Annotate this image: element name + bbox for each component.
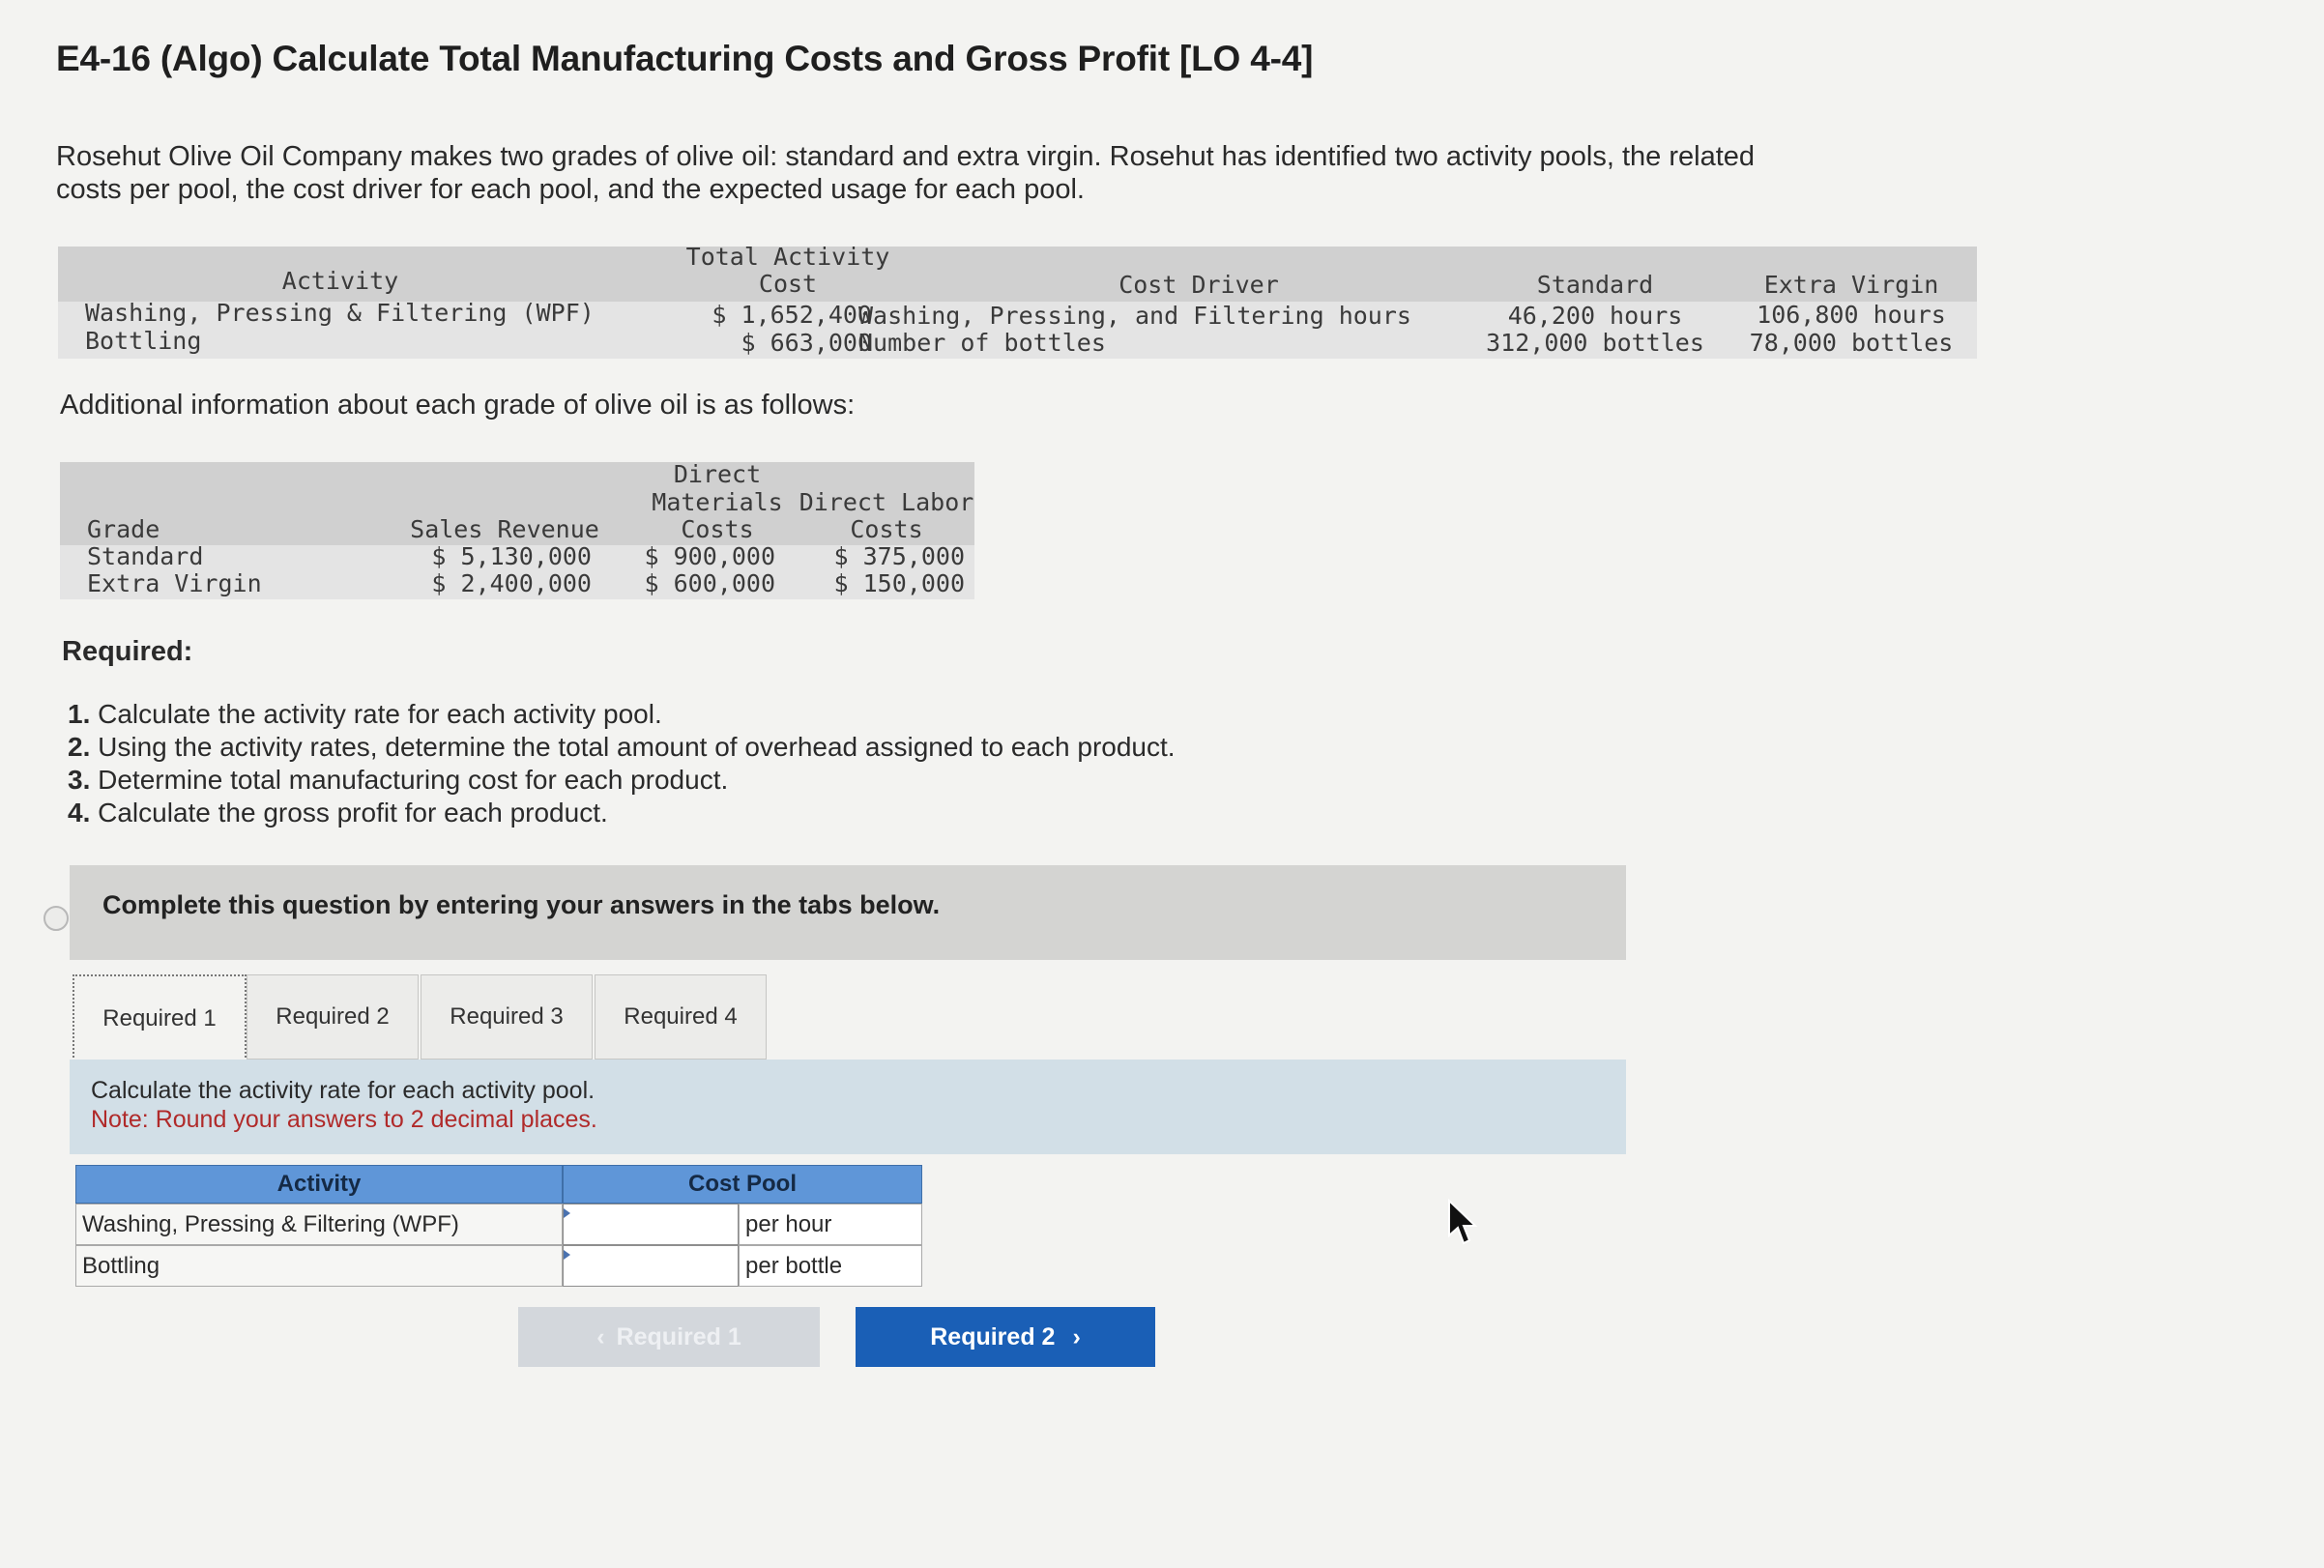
- header-dm-line3: Costs: [681, 515, 754, 543]
- header-standard: Standard: [1536, 271, 1654, 299]
- required-list: [68, 698, 1176, 829]
- row-extra-bottling: 78,000 bottles: [1749, 329, 1954, 357]
- answer-row-wpf-label: Washing, Pressing & Filtering (WPF): [75, 1204, 563, 1245]
- header-dl-line2: Costs: [850, 515, 923, 543]
- header-grade: Grade: [87, 515, 160, 543]
- header-dm-line2: Materials: [652, 488, 783, 516]
- row-dm-extra: $ 600,000: [644, 569, 775, 597]
- required-item-4-num: 4.: [68, 798, 91, 828]
- bottling-rate-input[interactable]: [563, 1245, 739, 1287]
- required-item-3-text: Determine total manufacturing cost for each product.: [90, 765, 729, 795]
- required-item-4-text: Calculate the gross profit for each product.: [90, 798, 608, 828]
- chevron-right-icon: ›: [1072, 1322, 1081, 1350]
- required-item-1: [68, 698, 1176, 731]
- required-item-2-text: Using the activity rates, determine the total amount of overhead assigned to each product.: [90, 732, 1176, 762]
- header-dm-line1: Direct: [673, 460, 762, 488]
- wpf-rate-input[interactable]: [563, 1204, 739, 1245]
- header-total-cost-line2: Cost: [758, 270, 818, 298]
- row-standard-bottling: 312,000 bottles: [1486, 329, 1704, 357]
- wpf-unit-label: per hour: [739, 1204, 922, 1245]
- row-dl-standard: $ 375,000: [833, 542, 965, 570]
- header-extra-virgin: Extra Virgin: [1763, 271, 1939, 299]
- chevron-left-icon: ‹: [596, 1322, 605, 1350]
- row-grade-extra: Extra Virgin: [87, 569, 262, 597]
- required-item-1-text: Calculate the activity rate for each activity pool.: [90, 699, 662, 729]
- problem-intro: Rosehut Olive Oil Company makes two grades of olive oil: standard and extra virgin. Rosehut has identified two activity pools, the related costs per pool, the cost driver for each pool, and the expected usage for each pool.: [56, 141, 1756, 205]
- tab-required-1[interactable]: Required 1: [73, 974, 247, 1061]
- row-grade-standard: Standard: [87, 542, 204, 570]
- row-driver-bottling: Number of bottles: [858, 329, 1106, 357]
- required-item-2-num: 2.: [68, 732, 91, 762]
- tab-required-3[interactable]: Required 3: [421, 974, 593, 1060]
- question-radio[interactable]: [44, 906, 69, 931]
- row-cost-wpf: $ 1,652,400: [712, 301, 872, 329]
- next-required-button[interactable]: [856, 1307, 1155, 1367]
- header-dl-line1: Direct Labor: [799, 488, 974, 516]
- answer-row-bottling-label: Bottling: [75, 1245, 563, 1287]
- row-sales-standard: $ 5,130,000: [431, 542, 592, 570]
- next-button-label: Required 2: [930, 1322, 1056, 1350]
- instruction-text: Calculate the activity rate for each activity pool.: [91, 1077, 596, 1104]
- input-marker-icon: [564, 1250, 570, 1260]
- row-activity-bottling: Bottling: [85, 327, 202, 355]
- row-sales-extra: $ 2,400,000: [431, 569, 592, 597]
- row-dl-extra: $ 150,000: [833, 569, 965, 597]
- instruction-panel: [70, 1060, 1626, 1154]
- grade-table: [60, 462, 974, 599]
- activity-pool-table: [58, 243, 1977, 359]
- required-item-3: [68, 764, 1176, 797]
- header-total-cost-line1: Total Activity: [685, 243, 890, 271]
- required-item-1-num: 1.: [68, 699, 91, 729]
- row-dm-standard: $ 900,000: [644, 542, 775, 570]
- header-activity: Activity: [281, 267, 399, 295]
- row-activity-wpf: Washing, Pressing & Filtering (WPF): [85, 299, 595, 327]
- row-driver-wpf: Washing, Pressing, and Filtering hours: [858, 302, 1411, 330]
- mouse-cursor-icon: [1447, 1199, 1480, 1247]
- complete-question-banner: [70, 865, 1626, 960]
- header-sales-revenue: Sales Revenue: [410, 515, 599, 543]
- row-extra-wpf: 106,800 hours: [1757, 301, 1946, 329]
- header-cost-driver: Cost Driver: [1118, 271, 1279, 299]
- additional-info-text: Additional information about each grade of olive oil is as follows:: [60, 390, 856, 421]
- bottling-unit-label: per bottle: [739, 1245, 922, 1287]
- previous-required-button[interactable]: [518, 1307, 820, 1367]
- rounding-note: Note: Round your answers to 2 decimal places.: [91, 1106, 597, 1133]
- tab-required-2[interactable]: Required 2: [247, 974, 419, 1060]
- required-item-3-num: 3.: [68, 765, 91, 795]
- tab-required-4[interactable]: Required 4: [595, 974, 767, 1060]
- input-marker-icon: [564, 1208, 570, 1218]
- required-heading: Required:: [62, 636, 193, 667]
- required-item-2: [68, 731, 1176, 764]
- complete-question-text: Complete this question by entering your answers in the tabs below.: [102, 890, 941, 919]
- required-item-4: [68, 797, 1176, 829]
- answer-header-cost-pool: Cost Pool: [563, 1165, 922, 1204]
- row-cost-bottling: $ 663,000: [741, 329, 872, 357]
- page-title: E4-16 (Algo) Calculate Total Manufacturing Costs and Gross Profit [LO 4-4]: [56, 39, 1314, 78]
- previous-button-label: Required 1: [616, 1322, 741, 1350]
- row-standard-wpf: 46,200 hours: [1507, 302, 1683, 330]
- answer-header-activity: Activity: [75, 1165, 563, 1204]
